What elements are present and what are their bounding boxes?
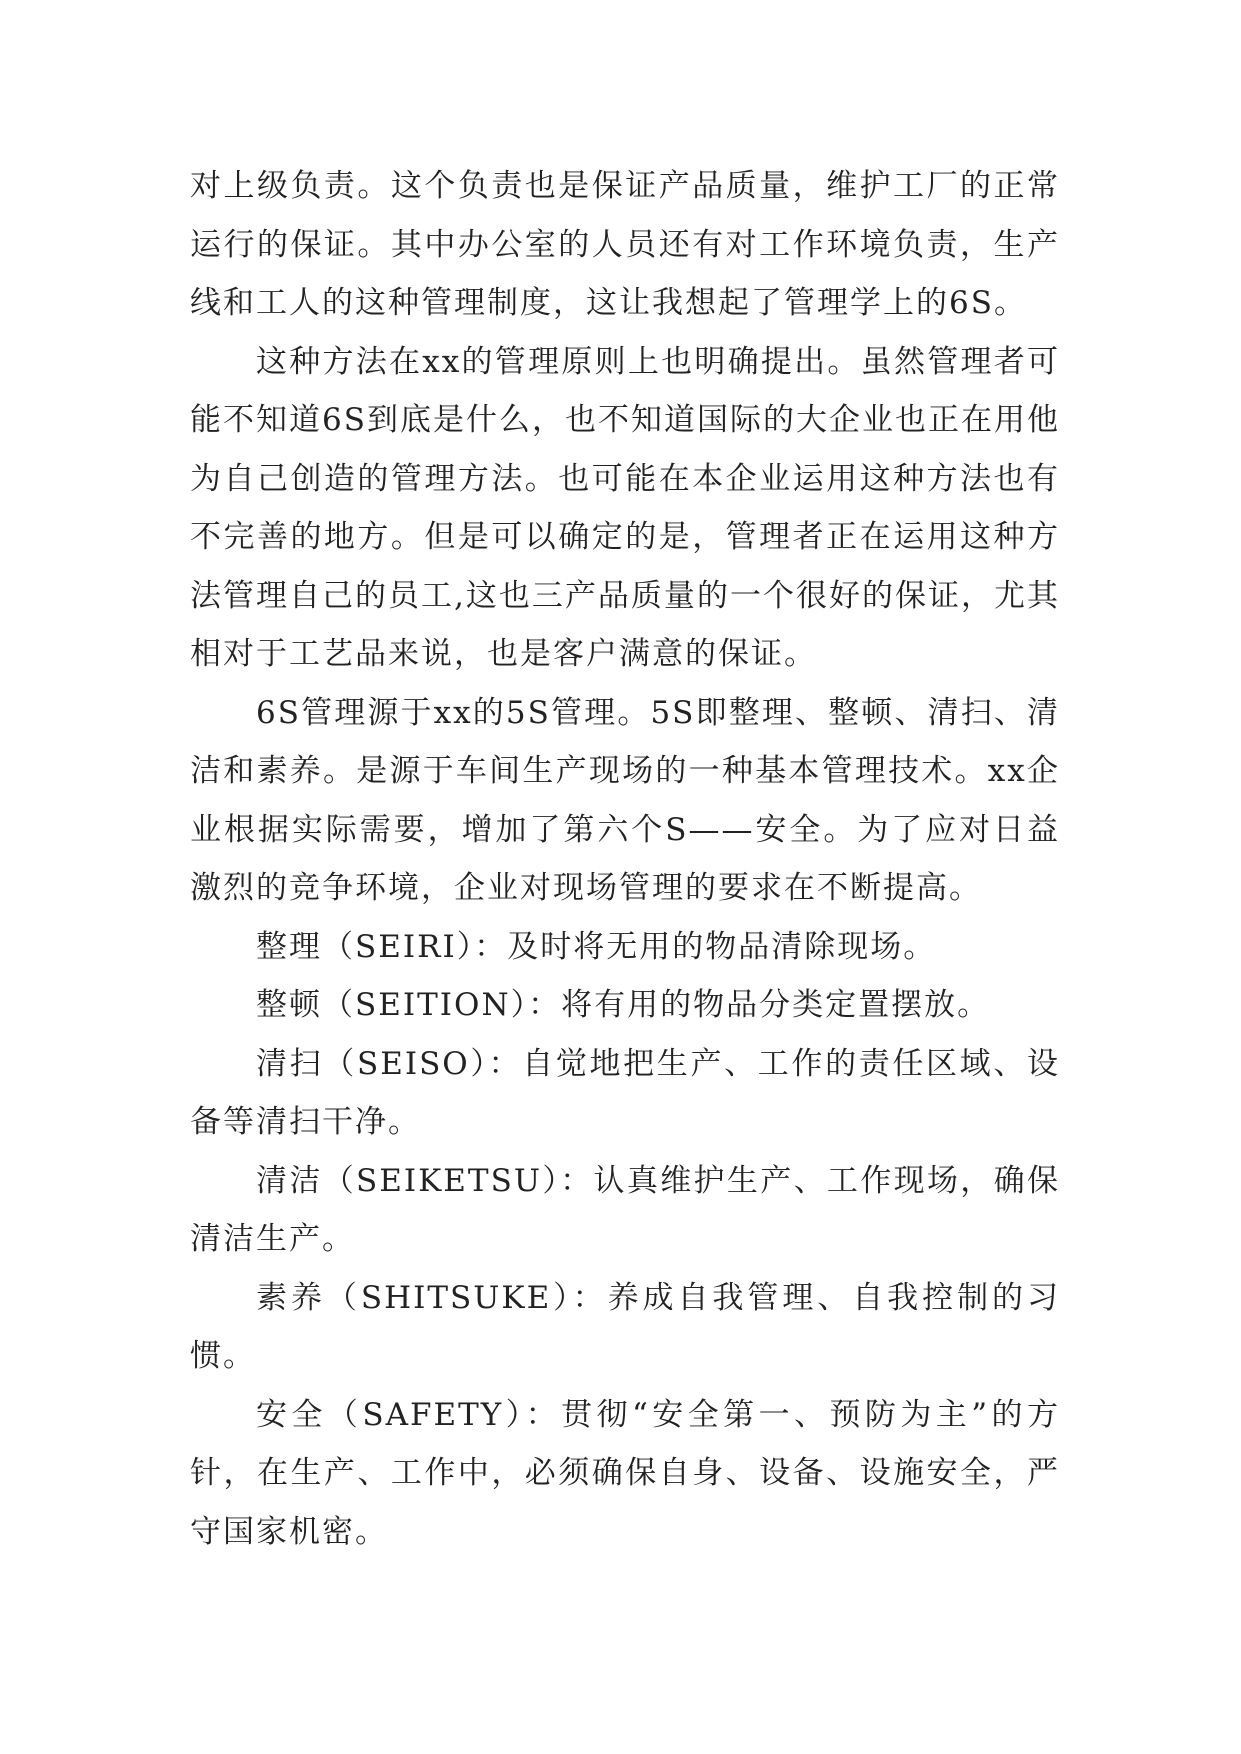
paragraph-seiso: 清扫（SEISO）：自觉地把生产、工作的责任区域、设备等清扫干净。 bbox=[190, 1045, 1060, 1140]
paragraph-6s-method: 这种方法在xx的管理原则上也明确提出。虽然管理者可能不知道6S到底是什么，也不知道国际的大企业也正在用他为自己创造的管理方法。也可能在本企业运用这种方法也有不完善的地方。但是可以确定的是，管理者正在运用这种方法管理自己的员工,这也三产品质量的一个很好的保证，尤其相对于工艺品来说，也是客户满意的保证。 bbox=[190, 343, 1060, 672]
paragraph-6s-origin: 6S管理源于xx的5S管理。5S即整理、整顿、清扫、清洁和素养。是源于车间生产现场的一种基本管理技术。xx企业根据实际需要，增加了第六个S——安全。为了应对日益激烈的竞争环境，企业对现场管理的要求在不断提高。 bbox=[190, 694, 1060, 906]
paragraph-continuation: 对上级负责。这个负责也是保证产品质量，维护工厂的正常运行的保证。其中办公室的人员还有对工作环境负责，生产线和工人的这种管理制度，这让我想起了管理学上的6S。 bbox=[190, 168, 1060, 321]
paragraph-seiri: 整理（SEIRI）：及时将无用的物品清除现场。 bbox=[256, 928, 937, 965]
paragraph-seiketsu: 清洁（SEIKETSU）：认真维护生产、工作现场，确保清洁生产。 bbox=[190, 1162, 1060, 1257]
document-body bbox=[190, 157, 1060, 1561]
paragraph-seition: 整顿（SEITION）：将有用的物品分类定置摆放。 bbox=[256, 987, 991, 1023]
paragraph-shitsuke: 素养（SHITSUKE）：养成自我管理、自我控制的习惯。 bbox=[190, 1279, 1060, 1374]
paragraph-safety: 安全（SAFETY）：贯彻“安全第一、预防为主”的方针，在生产、工作中，必须确保自身、设备、设施安全，严守国家机密。 bbox=[190, 1396, 1060, 1550]
